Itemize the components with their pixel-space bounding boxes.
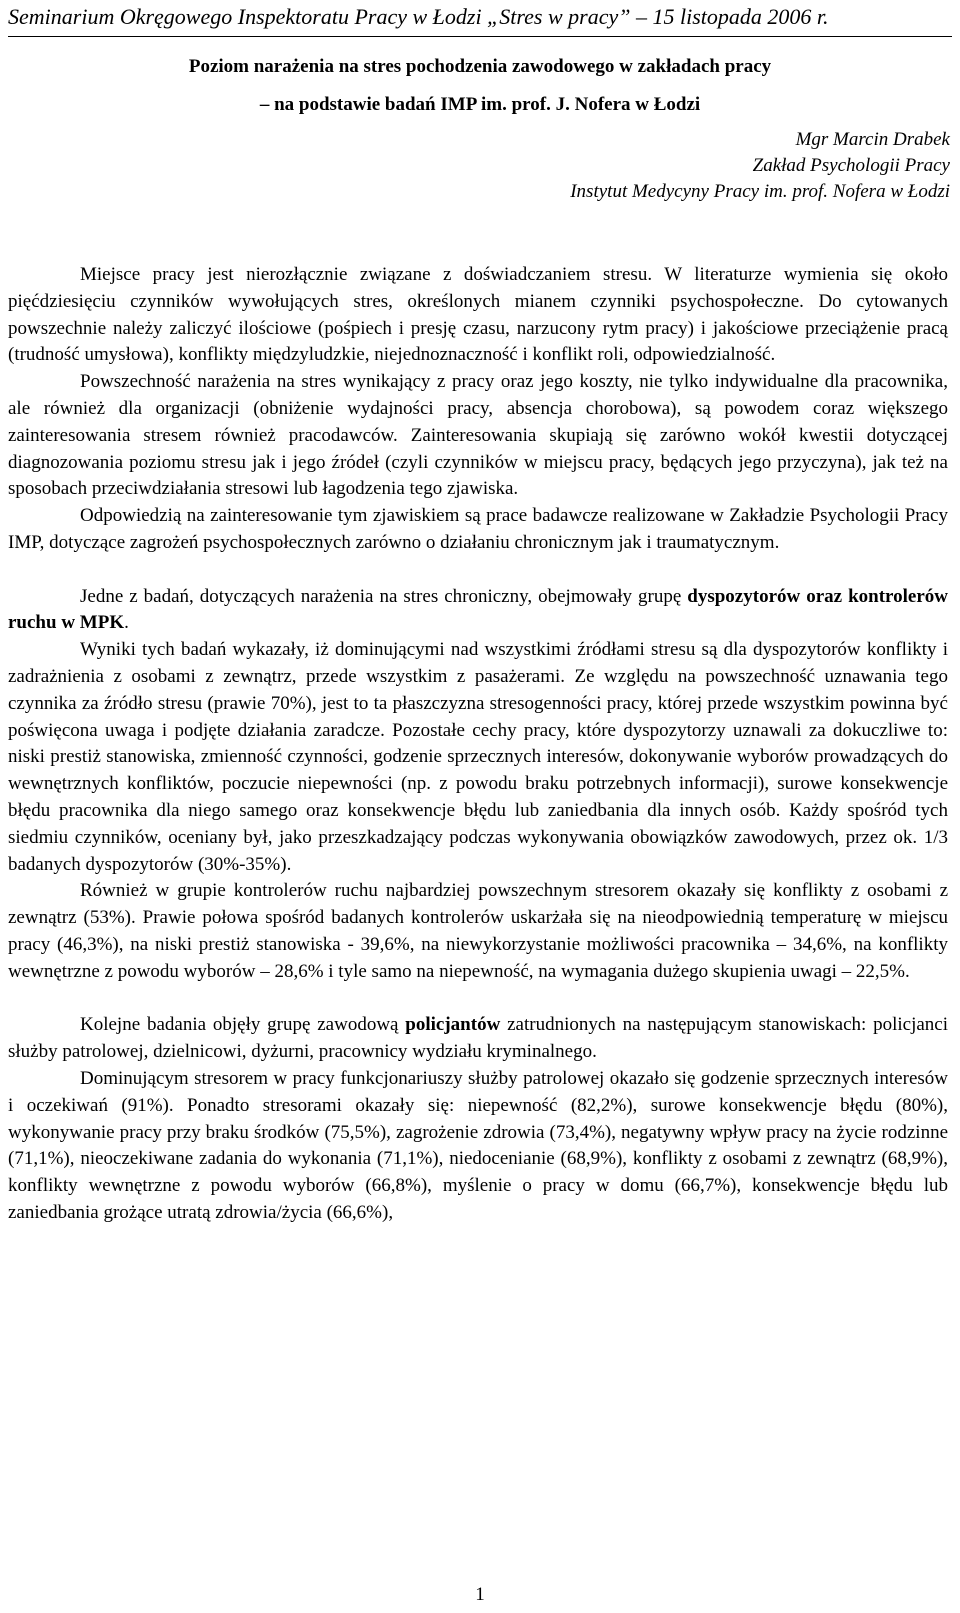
paragraph-4-end: . (124, 612, 129, 634)
paragraph-6: Również w grupie kontrolerów ruchu najbardziej powszechnym stresorem okazały się konflikty z osobami z zewnątrz (53%). Prawie połowa spośród badanych kontrolerów uskarżała się na nieodpowiednią temperaturę w miejscu pracy (46,3%), na niski prestiż stanowiska - 39,6%, na niewykorzystanie możliwości pracownika – 34,6%, na konflikty wewnętrzne z powodu wyborów – 28,6% i tyle samo na niepewność, na wymagania dużego skupienia uwagi – 22,5%. (8, 880, 948, 982)
paragraph-4-bold: dyspozytorów oraz kontrolerów ruchu w MPK (8, 585, 948, 634)
paragraph-5: Wyniki tych badań wykazały, iż dominującymi nad wszystkimi źródłami stresu są dla dyspozytorów konflikty i zadrażnienia z osobami z zewnątrz, przede wszystkim z pasażerami. Ze względu na powszechność uznawania tego czynnika za źródło stresu (prawie 70%), jest to ta płaszczyzna stresogenności pracy, której przede wszystkim powinna być poświęcona uwaga i podjęte działania zaradcze. Pozostałe cechy pracy, które dyspozytorzy uznawali za dokuczliwe to: niski prestiż stanowiska, zmienność czynności, godzenie sprzecznych interesów, dokonywanie wyborów prowadzących do wewnętrznych konfliktów, poczucie niepewności (np. z powodu braku potrzebnych informacji), surowe konsekwencje błędu pracownika dla niego samego oraz konsekwencje błędu lub zaniedbania dla innych osób. Każdy spośród tych siedmiu czynników, oceniany był, jako przeszkadzający podczas wykonywania obowiązków zawodowych, przez ok. 1/3 badanych dyspozytorów (30%-35%). (8, 639, 948, 875)
body-text (8, 262, 948, 1227)
paragraph-2: Powszechność narażenia na stres wynikający z pracy oraz jego koszty, nie tylko indywidualne dla pracownika, ale również dla organizacji (obniżenie wydajności pracy, absencja chorobowa), są powodem coraz większego zainteresowania stresem również pracodawców. Zainteresowania skupiają się zarówno wokół kwestii dotyczącej diagnozowania poziomu stresu jak i jego źródeł (czyli czynników w miejscu pracy, będących jego przyczyna), jak też na sposobach przeciwdziałania stresowi lub łagodzenia tego zjawiska. (8, 371, 948, 500)
paragraph-1: Miejsce pracy jest nierozłącznie związane z doświadczaniem stresu. W literaturze wymienia się około pięćdziesięciu czynników wywołujących stres, określonych mianem czynniki psychospołeczne. Do cytowanych powszechnie należy zaliczyć ilościowe (pośpiech i presję czasu, narzucony rytm pracy) i jakościowe przeciążenie pracą (trudność umysłowa), konflikty międzyludzkie, niejednoznaczność i konflikt roli, odpowiedzialność. (8, 264, 948, 366)
paragraph-3: Odpowiedzią na zainteresowanie tym zjawiskiem są prace badawcze realizowane w Zakładzie Psychologii Pracy IMP, dotyczące zagrożeń psychospołecznych zarówno o działaniu chronicznym jak i traumatycznym. (8, 505, 948, 553)
paragraph-8: Dominującym stresorem w pracy funkcjonariuszy służby patrolowej okazało się godzenie sprzecznych interesów i oczekiwań (91%). Ponadto stresorami okazały się: niepewność (82,2%), surowe konsekwencje błędu (80%), wykonywanie pracy przy braku środków (75,5%), zagrożenie zdrowia (73,4%), negatywny wpływ pracy na życie rodzinne (71,1%), nieoczekiwane zadania do wykonania (71,1%), niedocenianie (68,9%), konflikty z osobami z zewnątrz (68,9%), konflikty wewnętrzne z powodu wyborów (66,8%), myślenie o pracy w domu (66,7%), konsekwencje błędu lub zaniedbania grożące utratą zdrowia/życia (66,6%), (8, 1067, 948, 1223)
paragraph-7 (8, 1012, 948, 1066)
paragraph-7-end: zatrudnionych na następującym stanowiskach: policjanci służby patrolowej, dzielnicowi, dyżurni, pracownicy wydziału kryminalnego. (8, 1014, 949, 1063)
author-department: Zakład Psychologii Pracy (752, 155, 950, 176)
paragraph-7-text: Kolejne badania objęły grupę zawodową (80, 1014, 406, 1036)
paragraph-4-text: Jedne z badań, dotyczących narażenia na stres chroniczny, obejmowały grupę (80, 585, 688, 607)
author-block (430, 127, 950, 205)
paragraph-4 (8, 584, 948, 638)
running-header: Seminarium Okręgowego Inspektoratu Pracy w Łodzi „Stres w pracy” – 15 listopada 2006 r. (8, 2, 952, 37)
author-name: Mgr Marcin Drabek (795, 129, 950, 150)
title-line-1: Poziom narażenia na stres pochodzenia zawodowego w zakładach pracy (188, 56, 772, 77)
document-title (0, 48, 960, 124)
paragraph-7-bold: policjantów (405, 1014, 501, 1036)
author-institute: Instytut Medycyny Pracy im. prof. Nofera w Łodzi (570, 181, 950, 202)
title-line-2: – na podstawie badań IMP im. prof. J. Nofera w Łodzi (259, 94, 701, 115)
page-number: 1 (475, 1584, 485, 1605)
